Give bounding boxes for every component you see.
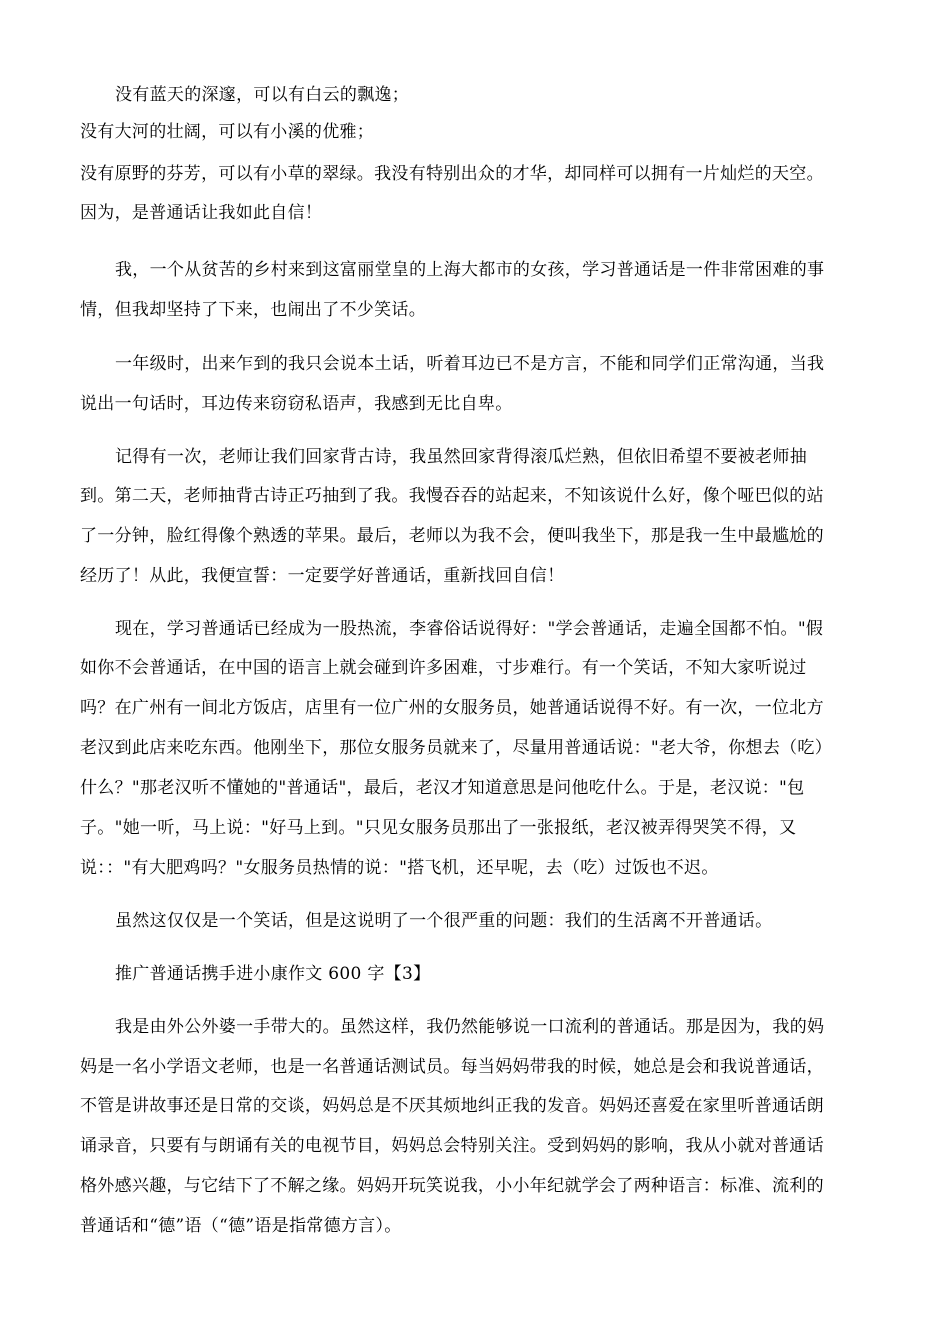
- text-line: 吗？在广州有一间北方饭店，店里有一位广州的女服务员，她普通话说得不好。有一次，一位北方: [80, 698, 824, 718]
- text-line: 诵录音，只要有与朗诵有关的电视节目，妈妈总会特别关注。受到妈妈的影响，我从小就对普通话: [80, 1136, 824, 1156]
- text-line: 经历了！从此，我便宣誓：一定要学好普通话，重新找回自信！: [80, 566, 565, 586]
- text-line: 没有大河的壮阔，可以有小溪的优雅；: [80, 122, 375, 142]
- text-line: 说出一句话时，耳边传来窃窃私语声，我感到无比自卑。: [80, 394, 513, 414]
- text-line: 如你不会普通话，在中国的语言上就会碰到许多困难，寸步难行。有一个笑话，不知大家听说过: [80, 658, 807, 678]
- text-line: 一年级时，出来乍到的我只会说本土话，听着耳边已不是方言，不能和同学们正常沟通，当我: [115, 354, 825, 374]
- text-line: 妈是一名小学语文老师，也是一名普通话测试员。每当妈妈带我的时候，她总是会和我说普通话，: [80, 1057, 824, 1077]
- text-line: 现在，学习普通话已经成为一股热流，李睿俗话说得好："学会普通话，走遍全国都不怕。"假: [115, 619, 824, 639]
- text-line: 情，但我却坚持了下来，也闹出了不少笑话。: [80, 300, 426, 320]
- text-line: 没有蓝天的深邃，可以有白云的飘逸；: [115, 85, 410, 105]
- text-line: 普通话和“德”语（“德”语是指常德方言）。: [80, 1216, 402, 1236]
- text-line: 说：："有大肥鸡吗？"女服务员热情的说："搭飞机，还早呢，去（吃）过饭也不迟。: [80, 858, 719, 878]
- text-line: 老汉到此店来吃东西。他刚坐下，那位女服务员就来了，尽量用普通话说："老大爷，你想去（吃）: [80, 738, 833, 758]
- text-line: 了一分钟，脸红得像个熟透的苹果。最后，老师以为我不会，便叫我坐下，那是我一生中最尴尬的: [80, 526, 824, 546]
- text-line: 子。"她一听，马上说："好马上到。"只见女服务员那出了一张报纸，老汉被弄得哭笑不得，又: [80, 818, 797, 838]
- text-line: 不管是讲故事还是日常的交谈，妈妈总是不厌其烦地纠正我的发音。妈妈还喜爱在家里听普通话朗: [80, 1096, 824, 1116]
- text-line: 因为，是普通话让我如此自信！: [80, 203, 323, 223]
- text-line: 记得有一次，老师让我们回家背古诗，我虽然回家背得滚瓜烂熟，但依旧希望不要被老师抽: [115, 447, 807, 467]
- text-line: 到。第二天，老师抽背古诗正巧抽到了我。我慢吞吞的站起来，不知该说什么好，像个哑巴似的站: [80, 486, 824, 506]
- text-line: 虽然这仅仅是一个笑话，但是这说明了一个很严重的问题：我们的生活离不开普通话。: [115, 911, 773, 931]
- text-line: 没有原野的芬芳，可以有小草的翠绿。我没有特别出众的才华，却同样可以拥有一片灿烂的天空。: [80, 164, 824, 184]
- text-line: 什么？"那老汉听不懂她的"普通话"，最后，老汉才知道意思是问他吃什么。于是，老汉说："包: [80, 778, 805, 798]
- section-heading: 推广普通话携手进小康作文 600 字【3】: [115, 964, 431, 984]
- text-line: 我是由外公外婆一手带大的。虽然这样，我仍然能够说一口流利的普通话。那是因为，我的妈: [115, 1017, 825, 1037]
- text-line: 我，一个从贫苦的乡村来到这富丽堂皇的上海大都市的女孩，学习普通话是一件非常困难的事: [115, 260, 825, 280]
- text-line: 格外感兴趣，与它结下了不解之缘。妈妈开玩笑说我，小小年纪就学会了两种语言：标准、流利的: [80, 1176, 824, 1196]
